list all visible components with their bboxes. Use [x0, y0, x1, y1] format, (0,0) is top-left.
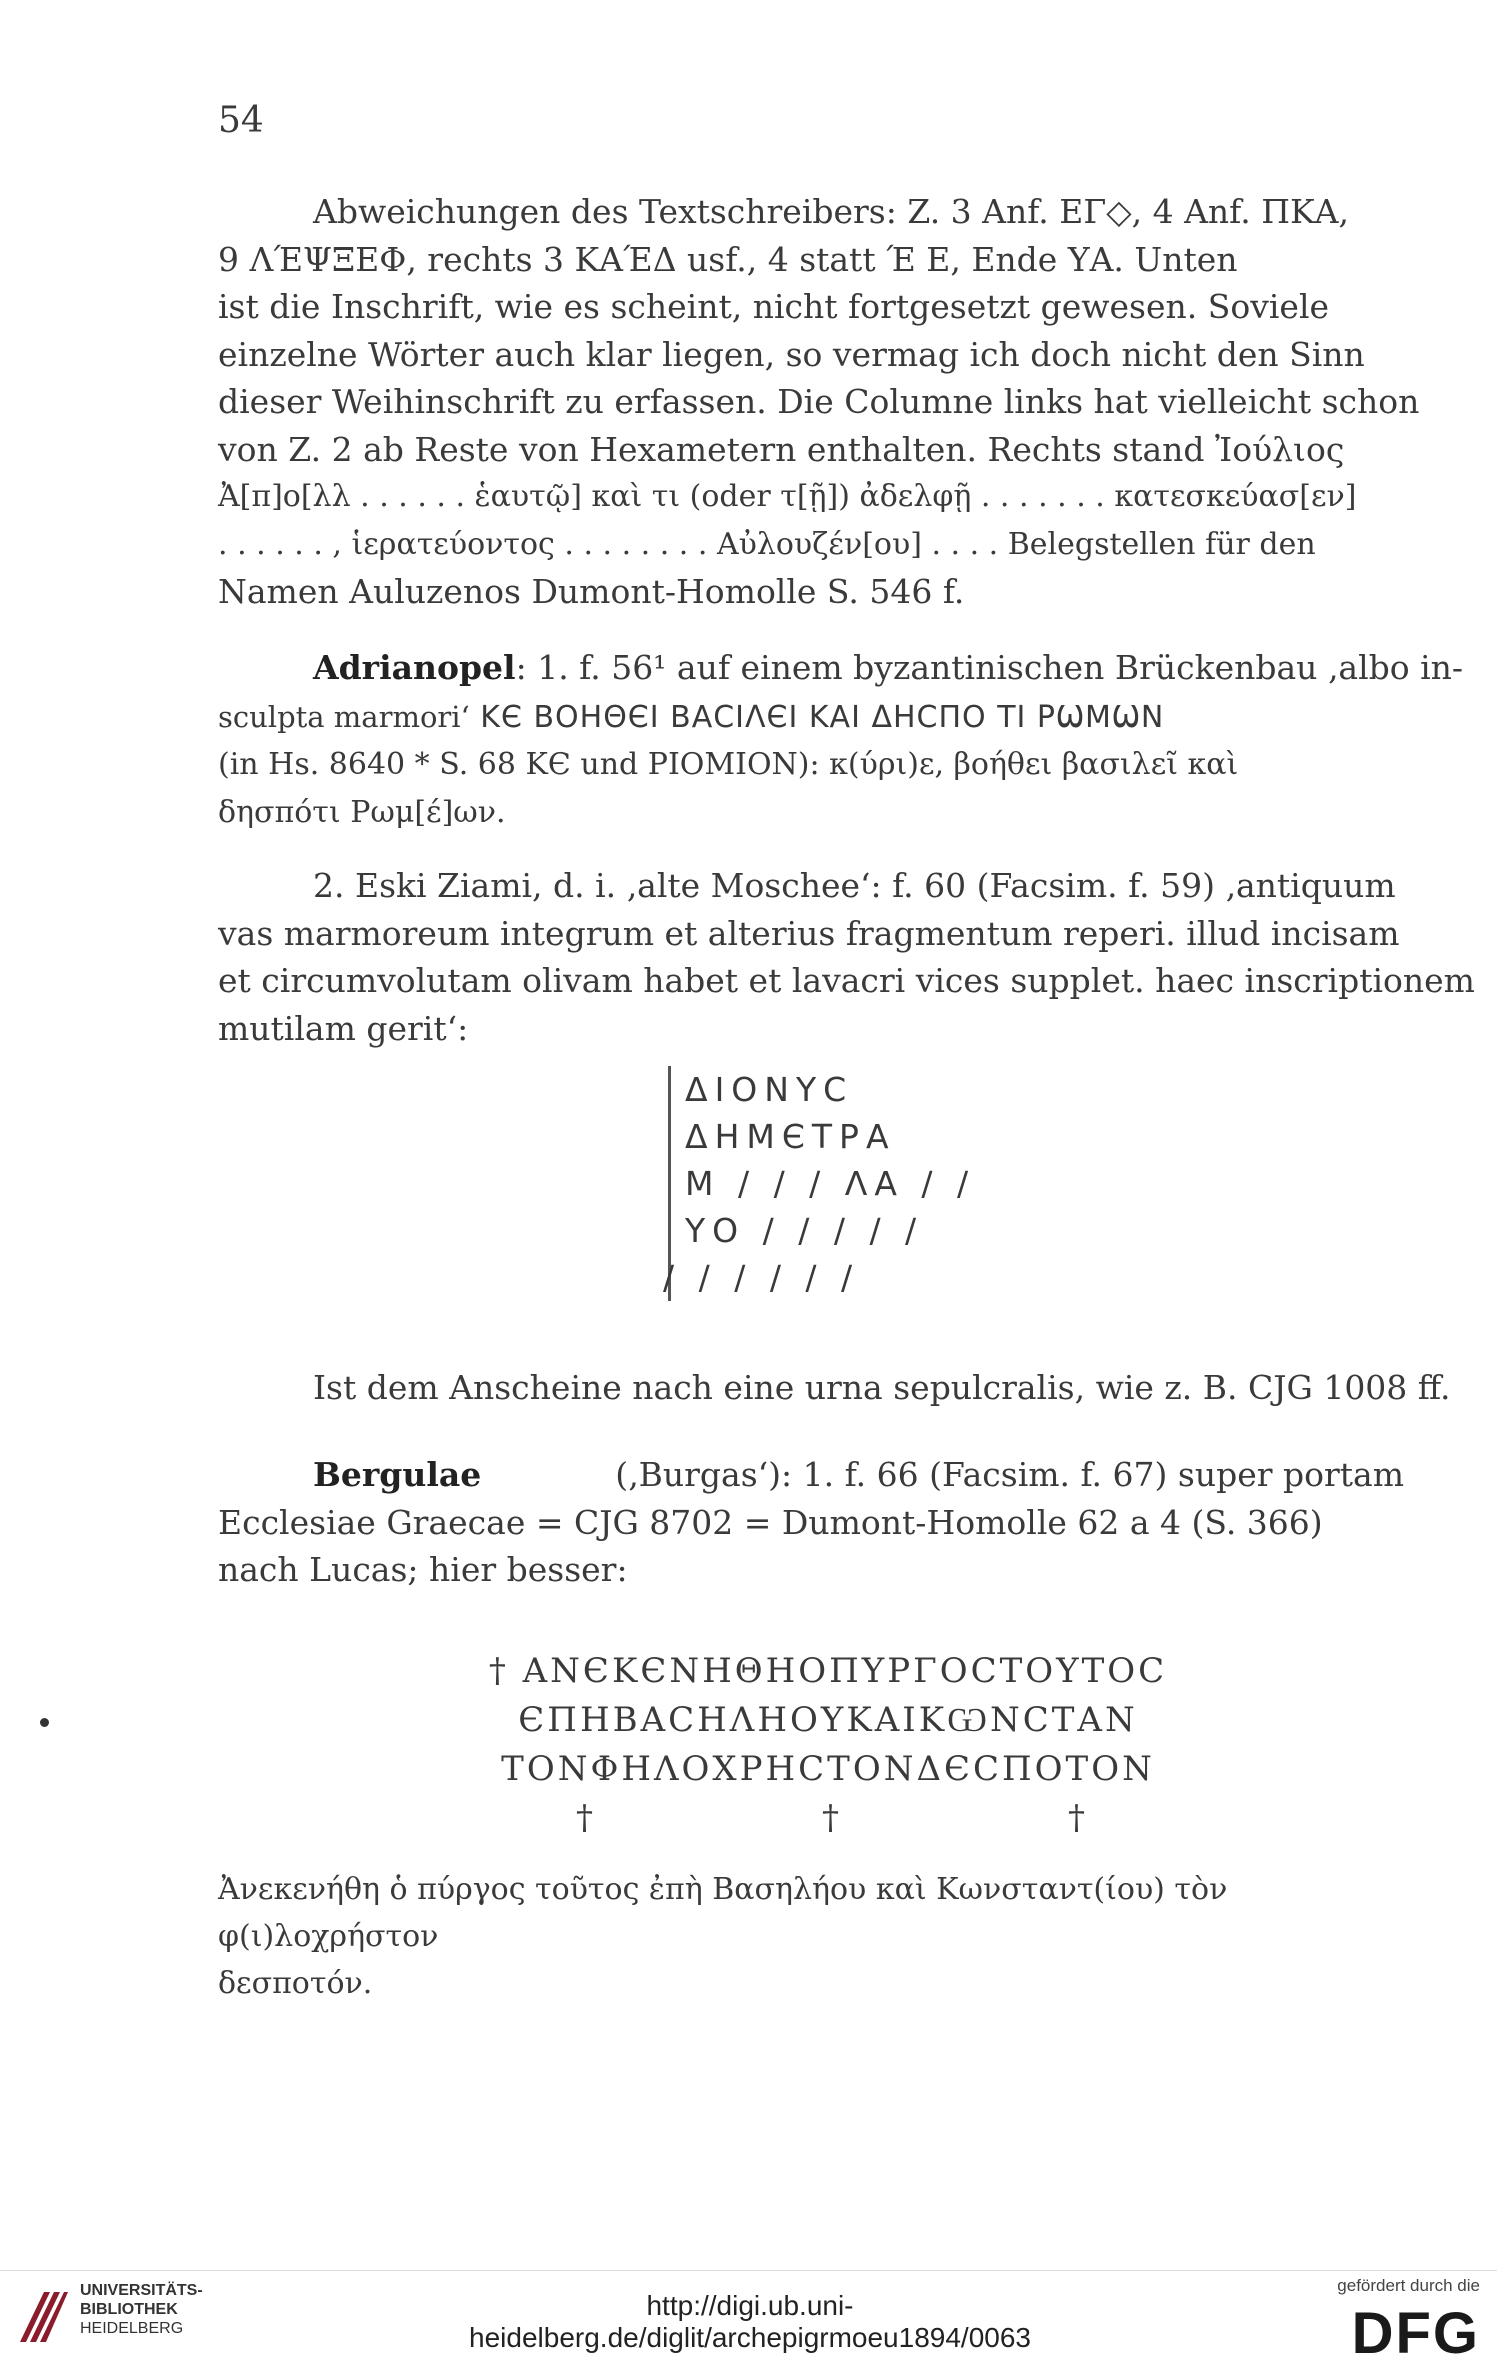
page-number: 54	[218, 100, 264, 141]
inscription-line: / / / / / /	[663, 1258, 860, 1297]
inscription-crosses	[468, 1794, 1188, 1843]
ub-heidelberg-logo-icon[interactable]	[14, 2282, 68, 2348]
paragraph-bergulae	[218, 1451, 1404, 1594]
dfg-logo[interactable]: DFG	[1351, 2301, 1480, 2366]
scan-speck	[40, 1718, 49, 1727]
inscription-line: ЄΠΗΒΑCΗΛΗΟΥΚΑΙΚѠΝCΤΑΝ	[518, 1700, 1138, 1740]
text-line: Ist dem Anscheine nach eine urna sepulcralis, wie z. B. CJG 1008 ff.	[313, 1368, 1451, 1407]
text-line: Namen Auluzenos Dumont-Homolle S. 546 f.	[218, 572, 965, 611]
cross-glyph: †	[822, 1798, 842, 1838]
text-segment: : 1. f. 56¹ auf einem byzantinischen Brückenbau ‚albo in-	[515, 648, 1464, 687]
funding-note: gefördert durch die	[1337, 2276, 1480, 2295]
place-heading: Adrianopel	[313, 648, 516, 687]
paragraph-eski-ziami	[218, 862, 1475, 1052]
cross-glyph: †	[1068, 1798, 1088, 1838]
text-line: von Z. 2 ab Reste von Hexametern enthalten. Rechts stand Ἰούλιος	[218, 429, 1345, 469]
inscription-line: † ΑΝЄΚЄΝΗΘΗΟΠΥΡΓΟCΤΟΥΤΟC	[488, 1651, 1168, 1691]
text-line: Ecclesiae Graecae = CJG 8702 = Dumont-Homolle 62 a 4 (S. 366)	[218, 1502, 1323, 1542]
text-line: 9 ΛΈΨΞΕΦ, rechts 3 ΚΑΈΔ usf., 4 statt Έ Ε, Ende ΥΑ. Unten	[218, 239, 1238, 279]
text-line: et circumvolutam olivam habet et lavacri vices supplet. haec inscriptionem	[218, 961, 1475, 1000]
text-line: 2. Eski Ziami, d. i. ‚alte Moschee‘: f. 60 (Facsim. f. 59) ‚antiquum	[313, 866, 1396, 905]
text-line: . . . . . . , ἱερατεύοντος . . . . . . . . Αὐλουζέν[ου] . . . . Belegstellen für den	[218, 526, 1316, 562]
text-line: δεσποτόν.	[218, 1966, 373, 2001]
text-line: Abweichungen des Textschreibers: Z. 3 Anf. ΕΓ◇, 4 Anf. ΠΚΑ,	[313, 192, 1349, 231]
inscription-line: ΔΗΜЄΤΡΑ	[685, 1117, 896, 1156]
text-line	[218, 1451, 1404, 1499]
library-line: UNIVERSITÄTS-	[80, 2282, 203, 2299]
text-segment: sculpta marmori‘	[218, 699, 470, 734]
library-line: BIBLIOTHEK	[80, 2301, 178, 2318]
inscription-line: ΥΟ / / / / /	[685, 1211, 924, 1250]
place-heading: Bergulae	[313, 1455, 482, 1494]
paragraph-variants	[218, 188, 1420, 616]
permalink-url[interactable]: http://digi.ub.uni-heidelberg.de/diglit/archepigrmoeu1894/0063	[469, 2290, 1031, 2353]
text-line	[218, 692, 1404, 742]
library-line: HEIDELBERG	[80, 2320, 184, 2337]
cross-glyph: †	[576, 1798, 596, 1838]
text-line: Ἀ[π]ο[λλ . . . . . . ἑαυτῷ] καὶ τι (oder τ[ῇ]) ἀδελφῇ . . . . . . . κατεσκεύασ[εν]	[218, 479, 1357, 514]
text-line	[218, 644, 1464, 692]
text-line: (in Hs. 8640 * S. 68 ΚЄ und ΡΙΟΜΙΟΝ): κ(ύρι)ε, βοήθει βασιλεῖ καὶ	[218, 747, 1239, 782]
text-line: ist die Inschrift, wie es scheint, nicht fortgesetzt gewesen. Soviele	[218, 287, 1330, 326]
text-line: einzelne Wörter auch klar liegen, so vermag ich doch nicht den Sinn	[218, 334, 1365, 374]
inscription-line: Μ / / / ΛΑ / /	[685, 1164, 976, 1203]
text-line: Ἀνεκενήθη ὁ πύργος τοῦτος ἐπὴ Βασηλήου καὶ Κωνσταντ(ίου) τὸν φ(ι)λοχρήστον	[218, 1872, 1228, 1954]
inscription-line: ΤΟΝΦΗΛΟΧΡΗCΤΟΝΔЄCΠΟΤΟΝ	[501, 1749, 1155, 1789]
text-line: dieser Weihinschrift zu erfassen. Die Columne links hat vielleicht schon	[218, 382, 1420, 421]
text-line: nach Lucas; hier besser:	[218, 1550, 628, 1589]
text-line: mutilam gerit‘:	[218, 1008, 469, 1048]
paragraph-urna	[218, 1364, 1451, 1412]
paragraph-adrianopel	[218, 644, 1464, 836]
inscription-line: ΔΙΟΝΥC	[685, 1070, 854, 1109]
inscription-tower	[468, 1647, 1188, 1843]
text-line: vas marmoreum integrum et alterius fragmentum reperi. illud incisam	[218, 913, 1400, 953]
text-line: δησπότι Ρωμ[έ]ων.	[218, 794, 506, 830]
transliteration	[218, 1866, 1404, 2007]
inscription-urna	[663, 1066, 976, 1301]
inscription-inline: ΚЄ ΒΟΗΘЄΙ ΒΑCΙΛЄΙ ΚΑΙ ΔΗCΠΟ ΤΙ ΡѠΜѠΝ	[480, 699, 1165, 735]
library-name[interactable]	[80, 2281, 203, 2338]
text-segment: (‚Burgas‘): 1. f. 66 (Facsim. f. 67) super portam	[615, 1455, 1404, 1494]
